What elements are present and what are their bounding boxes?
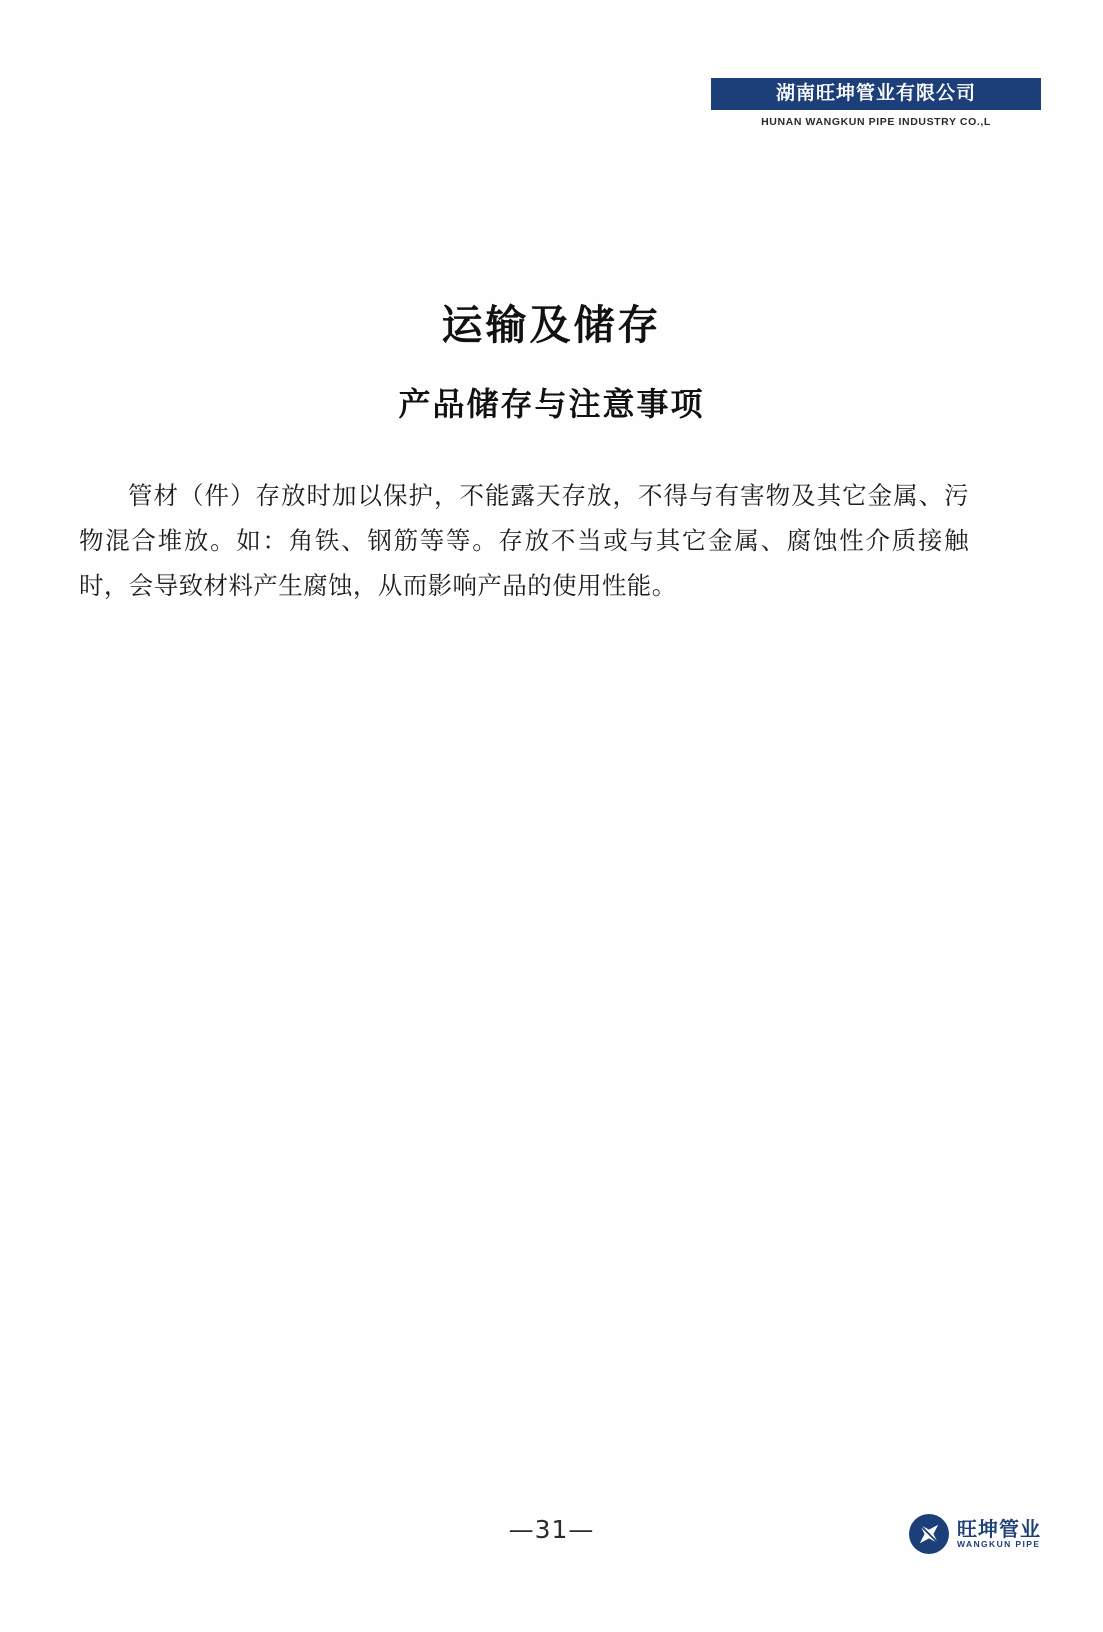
- company-name-en: HUNAN WANGKUN PIPE INDUSTRY CO.,L: [761, 116, 991, 128]
- wangkun-logo-icon: [909, 1514, 949, 1554]
- body-content: [79, 448, 969, 633]
- page-subtitle: 产品储存与注意事项: [398, 384, 705, 423]
- page-title: 运输及储存: [441, 301, 662, 350]
- paragraph-storage-notice: 管材（件）存放时加以保护，不能露天存放，不得与有害物及其它金属、污物混合堆放。如：角铁、钢筋等等。存放不当或与其它金属、腐蚀性介质接触时，会导致材料产生腐蚀，从而影响产品的使用性能。: [79, 480, 969, 601]
- footer-logo: [909, 1514, 1041, 1554]
- header-company-block: [711, 78, 1041, 128]
- footer-logo-text: [957, 1518, 1041, 1549]
- footer-logo-cn: 旺坤管业: [957, 1517, 1041, 1542]
- page-number: —31—: [508, 1515, 595, 1544]
- footer-logo-en: WANGKUN PIPE: [957, 1539, 1041, 1550]
- company-name-cn: 湖南旺坤管业有限公司: [711, 78, 1041, 110]
